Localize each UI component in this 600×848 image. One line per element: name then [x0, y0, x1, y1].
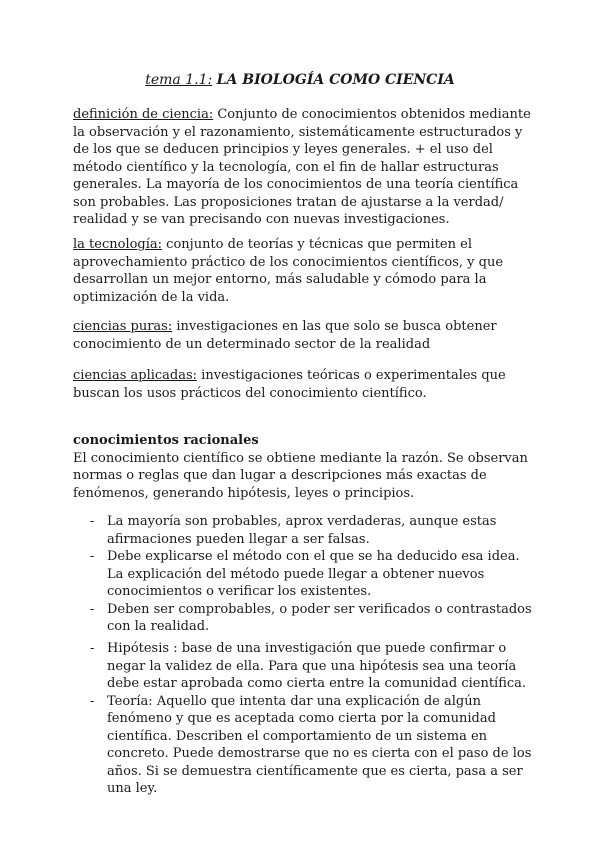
section-conocimientos-racionales: [73, 432, 533, 502]
list-item: - Debe explicarse el método con el que se ha deducido esa idea. La explicación del método puede llegar a obtener nuevos conocimientos o verificar los existentes.: [73, 548, 533, 601]
concepts-list: [73, 640, 533, 798]
page-title: [0, 70, 600, 90]
list-item: - Teoría: Aquello que intenta dar una explicación de algún fenómeno y que es aceptada como cierta por la comunidad científica. Describen el comportamiento de un sistema en concreto. Puede demostrarse que no es cierta con el paso de los años. Si se demuestra científicamente que es cierta, pasa a ser una ley.: [73, 693, 533, 798]
list-item: - Deben ser comprobables, o poder ser verificados o contrastados con la realidad.: [73, 601, 533, 636]
definition-text: investigaciones teóricas o experimentales que buscan los usos prácticos del conocimiento científico.: [73, 368, 506, 401]
definition-ciencia: [73, 106, 533, 229]
definition-text: conjunto de teorías y técnicas que permiten el aprovechamiento práctico de los conocimientos científicos, y que desarrollan un mejor entorno, más saludable y cómodo para la optimización de la vida.: [73, 237, 504, 305]
definition-term: definición de ciencia:: [73, 107, 214, 122]
definition-tecnologia: [73, 236, 533, 306]
definition-term: ciencias puras:: [73, 319, 173, 334]
characteristics-list: [73, 513, 533, 636]
definition-text: Conjunto de conocimientos obtenidos mediante la observación y el razonamiento, sistemáticamente estructurados y de los que se deducen principios y leyes generales. + el uso del método científico y la tecnología, con el fin de hallar estructuras generales. La mayoría de los conocimientos de una teoría científica son probables. Las proposiciones tratan de ajustarse a la verdad/ realidad y se van precisando con nuevas investigaciones.: [73, 107, 531, 227]
list-item: - La mayoría son probables, aprox verdaderas, aunque estas afirmaciones pueden llegar a ser falsas.: [73, 513, 533, 548]
list-item: - Hipótesis : base de una investigación que puede confirmar o negar la validez de ella. Para que una hipótesis sea una teoría debe estar aprobada como cierta entre la comunidad científica.: [73, 640, 533, 693]
definition-term: la tecnología:: [73, 237, 163, 252]
section-intro: El conocimiento científico se obtiene mediante la razón. Se observan normas o reglas que dan lugar a descripciones más exactas de fenómenos, generando hipótesis, leyes o principios.: [73, 450, 528, 501]
definition-term: ciencias aplicadas:: [73, 368, 198, 383]
definition-ciencias-aplicadas: [73, 367, 533, 402]
section-heading: conocimientos racionales: [73, 433, 259, 448]
definition-ciencias-puras: [73, 318, 533, 353]
title-tema: tema 1.1:: [145, 72, 213, 88]
title-main: LA BIOLOGÍA COMO CIENCIA: [216, 72, 455, 88]
definition-text: investigaciones en las que solo se busca obtener conocimiento de un determinado sector de la realidad: [73, 319, 497, 352]
